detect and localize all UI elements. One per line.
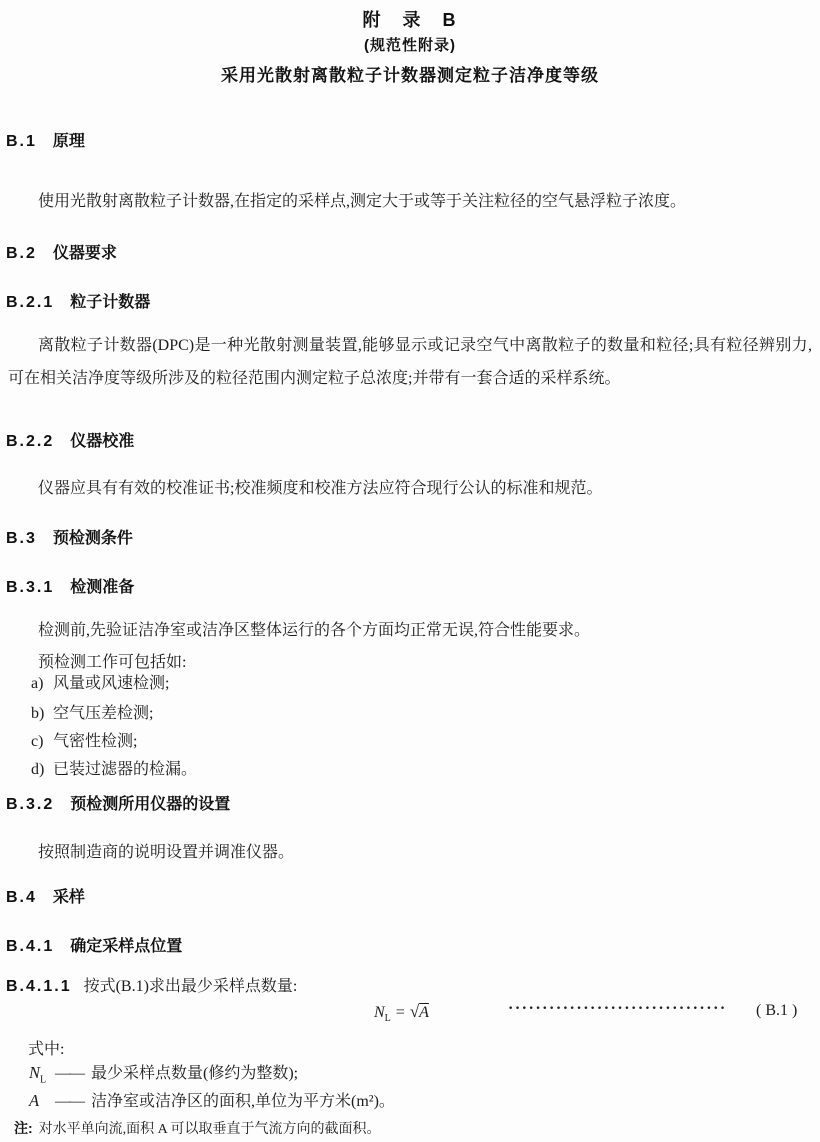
- definition-a-base: A: [29, 1091, 40, 1110]
- definition-nl-term: [29, 1063, 55, 1085]
- heading-b4-num: B.4: [6, 889, 37, 906]
- clause-b411-text: 按式(B.1)求出最少采样点数量:: [83, 978, 298, 995]
- list-item-c-text: 气密性检测;: [53, 733, 138, 750]
- heading-b1-num: B.1: [6, 133, 37, 150]
- heading-b31-title: 检测准备: [70, 579, 135, 596]
- heading-b3-title: 预检测条件: [52, 530, 133, 547]
- heading-b31-num: B.3.1: [6, 579, 55, 596]
- definition-nl-dash: ——: [55, 1065, 83, 1082]
- heading-b4: [6, 884, 85, 907]
- heading-b3: [6, 525, 133, 548]
- equation-subscript-l: L: [384, 1013, 391, 1025]
- heading-b32: [6, 791, 230, 814]
- list-item-a-text: 风量或风速检测;: [53, 675, 170, 692]
- appendix-title: 附 录 B: [362, 10, 458, 30]
- heading-b22-num: B.2.2: [6, 433, 55, 450]
- definition-nl-text: 最少采样点数量(修约为整数);: [91, 1065, 299, 1082]
- note-label: 注:: [14, 1120, 33, 1136]
- definition-a: [29, 1088, 395, 1113]
- heading-b21-num: B.2.1: [6, 294, 55, 311]
- heading-b1: [6, 128, 85, 151]
- note-text: 对水平单向流,面积 A 可以取垂直于气流方向的截面积。: [38, 1122, 381, 1137]
- heading-b2-num: B.2: [6, 245, 37, 262]
- list-item-b-text: 空气压差检测;: [53, 705, 154, 722]
- heading-b4-title: 采样: [52, 889, 85, 906]
- paragraph-b31-verify: 检测前,先验证洁净室或洁净区整体运行的各个方面均正常无误,符合性能要求。: [38, 622, 591, 639]
- definition-a-dash: ——: [55, 1093, 83, 1110]
- heading-b31: [6, 574, 134, 597]
- definition-nl-base: N: [29, 1063, 41, 1082]
- list-item-a: [31, 670, 169, 693]
- heading-b32-num: B.3.2: [6, 796, 55, 813]
- paragraph-b22-calibration: 仪器应具有有效的校准证书;校准频度和校准方法应符合现行公认的标准和规范。: [38, 480, 603, 497]
- list-item-d-marker: d): [31, 761, 45, 778]
- heading-b22-title: 仪器校准: [70, 433, 135, 450]
- list-item-d-text: 已装过滤器的检漏。: [53, 761, 198, 778]
- definition-a-term: [29, 1091, 55, 1113]
- appendix-subtitle: 采用光散射离散粒子计数器测定粒子洁净度等级: [221, 66, 599, 85]
- paragraph-b31-list-intro: 预检测工作可包括如:: [38, 654, 187, 671]
- equation-b1: [0, 1002, 820, 1028]
- definition-nl-sub: L: [40, 1074, 47, 1086]
- equals-sign: =: [395, 1004, 405, 1021]
- equation-number: ( B.1 ): [756, 1002, 798, 1019]
- definition-a-text: 洁净室或洁净区的面积,单位为平方米(m²)。: [91, 1093, 395, 1110]
- heading-b41-title: 确定采样点位置: [70, 938, 183, 955]
- where-clause-intro: 式中:: [28, 1041, 65, 1058]
- heading-b21-title: 粒子计数器: [70, 294, 151, 311]
- heading-b1-title: 原理: [52, 133, 85, 150]
- note: [14, 1118, 381, 1138]
- equation-b1-expression: [374, 1002, 429, 1024]
- paragraph-b32-setup: 按照制造商的说明设置并调准仪器。: [38, 844, 295, 861]
- definition-nl: [29, 1060, 298, 1085]
- heading-b3-num: B.3: [6, 530, 37, 547]
- appendix-type: (规范性附录): [364, 37, 456, 54]
- heading-b2-title: 仪器要求: [52, 245, 117, 262]
- list-item-c: [31, 728, 137, 751]
- list-item-b-marker: b): [31, 705, 45, 722]
- heading-b41: [6, 933, 182, 956]
- list-item-c-marker: c): [31, 733, 44, 750]
- heading-b2: [6, 240, 117, 263]
- heading-b41-num: B.4.1: [6, 938, 55, 955]
- equation-variable-n: N: [374, 1004, 385, 1021]
- equation-variable-a: A: [419, 1004, 429, 1021]
- paragraph-b21-dpc: 离散粒子计数器(DPC)是一种光散射测量装置,能够显示或记录空气中离散粒子的数量和粒径;具有粒径辨别力,可在相关洁净度等级所涉及的粒径范围内测定粒子总浓度;并带有一套合适的采样系统。: [8, 337, 812, 387]
- list-item-a-marker: a): [31, 675, 44, 692]
- clause-b411-num: B.4.1.1: [6, 978, 72, 995]
- paragraph-b1-principle: 使用光散射离散粒子计数器,在指定的采样点,测定大于或等于关注粒径的空气悬浮粒子浓度。: [38, 193, 687, 210]
- heading-b22: [6, 428, 134, 451]
- list-item-d: [31, 756, 197, 779]
- square-root-sign: √: [409, 1002, 420, 1021]
- heading-b32-title: 预检测所用仪器的设置: [70, 796, 231, 813]
- heading-b21: [6, 289, 150, 312]
- dotted-leaders: ································: [508, 1000, 727, 1017]
- list-item-b: [31, 700, 153, 723]
- clause-b411: [6, 973, 297, 996]
